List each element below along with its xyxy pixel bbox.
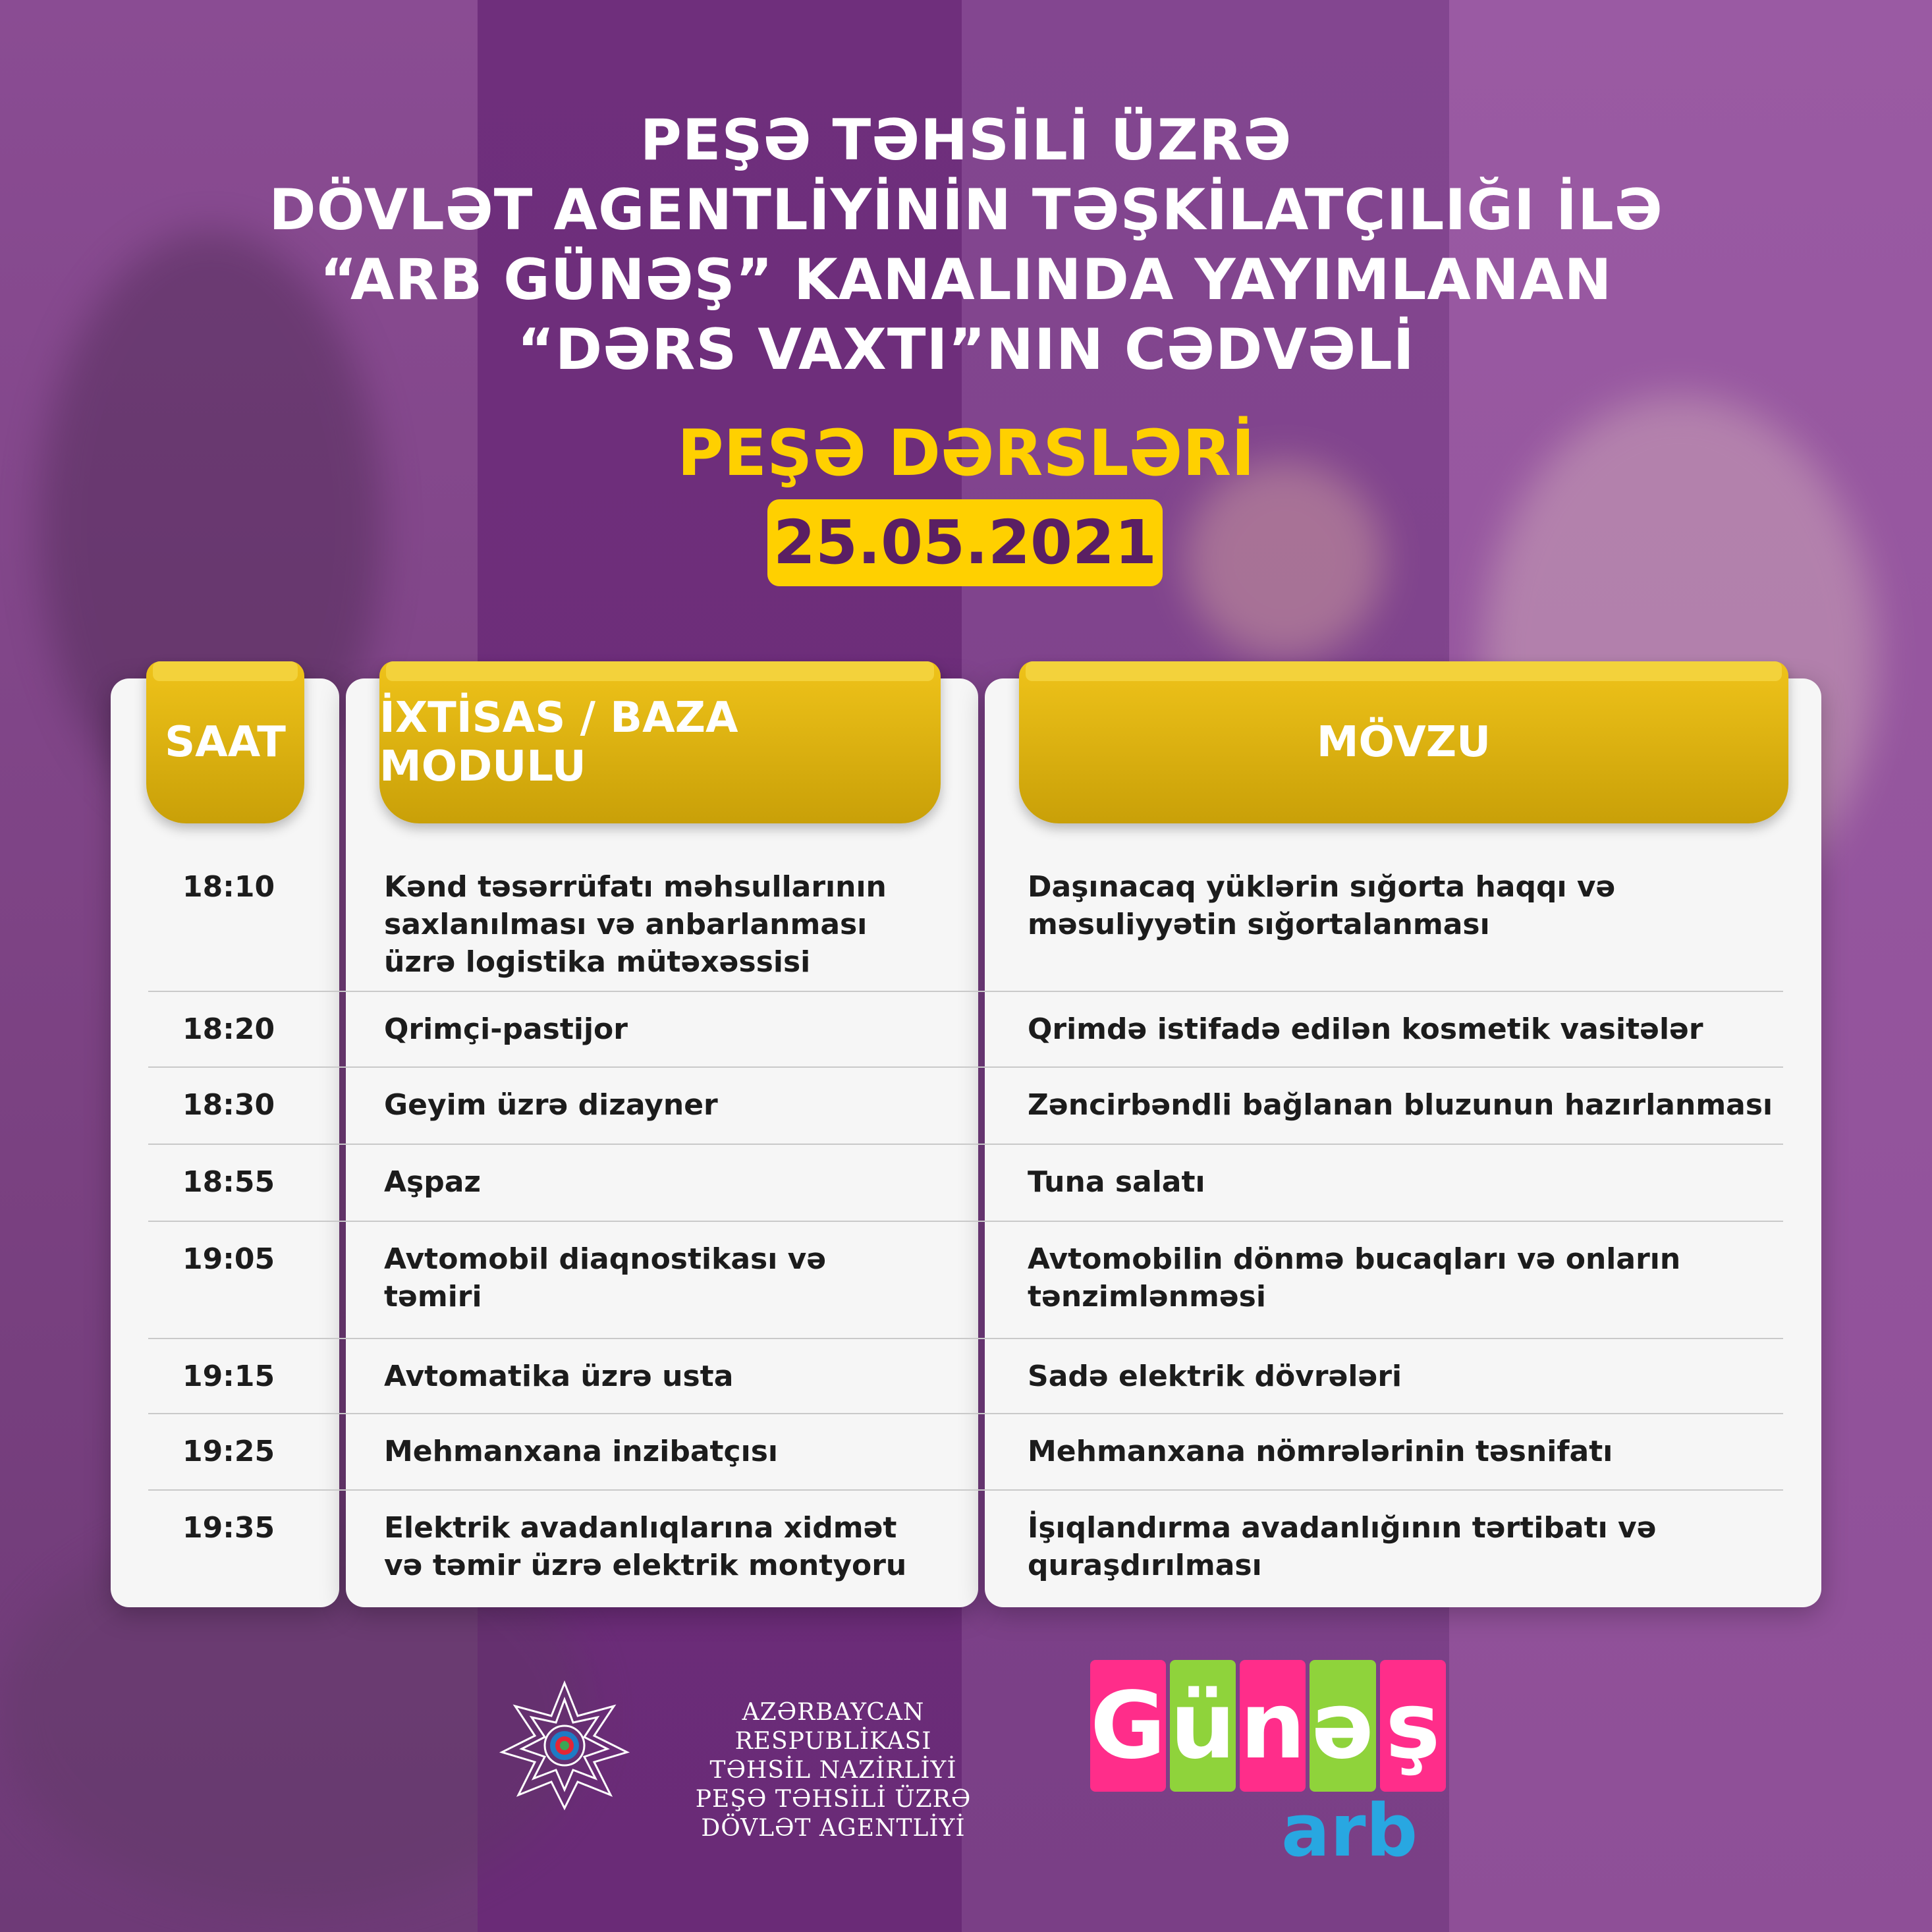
table-row (148, 1339, 1783, 1414)
column-header-label: MÖVZU (1316, 718, 1491, 767)
date-badge: 25.05.2021 (767, 499, 1163, 586)
topic-cell: Tuna salatı (1028, 1165, 1205, 1199)
schedule-table (148, 850, 1783, 1596)
table-row (148, 992, 1783, 1068)
ministry-line: DÖVLƏT AGENTLİYİ (701, 1815, 966, 1842)
brand-letter: ş (1380, 1660, 1446, 1792)
gunes-arb-logo (1090, 1660, 1446, 1873)
topic-cell: Zəncirbəndli bağlanan bluzunun hazırlanması (1028, 1088, 1773, 1122)
specialty-cell: Aşpaz (384, 1165, 482, 1199)
brand-word (1090, 1660, 1446, 1792)
title-line: DÖVLƏT AGENTLİYİNİN TƏŞKİLATÇILIĞI İLƏ (269, 177, 1663, 243)
specialty-cell: Elektrik avadanlıqlarına xidmət və təmir üzrə elektrik montyoru (384, 1511, 907, 1582)
brand-letter: G (1090, 1660, 1166, 1792)
ministry-line: AZƏRBAYCAN RESPUBLİKASI (734, 1699, 932, 1755)
subtitle: PEŞƏ DƏRSLƏRİ (677, 416, 1255, 490)
brand-letter: n (1240, 1660, 1306, 1792)
column-header-time (146, 661, 304, 823)
ministry-line: TƏHSİL NAZİRLİYİ (709, 1757, 957, 1784)
time-cell: 18:55 (182, 1165, 275, 1199)
ministry-emblem-icon (495, 1676, 634, 1815)
page-title (0, 105, 1932, 385)
column-header-label: SAAT (165, 718, 286, 767)
table-row (148, 1222, 1783, 1339)
time-cell: 18:10 (182, 870, 275, 904)
column-header-specialty (379, 661, 941, 823)
specialty-cell: Mehmanxana inzibatçısı (384, 1435, 778, 1468)
time-cell: 18:30 (182, 1088, 275, 1122)
topic-cell: Mehmanxana nömrələrinin təsnifatı (1028, 1435, 1613, 1468)
table-row (148, 850, 1783, 992)
title-line: “ARB GÜNƏŞ” KANALINDA YAYIMLANAN (319, 247, 1613, 313)
brand-letter: ə (1310, 1660, 1375, 1792)
column-header-topic (1019, 661, 1788, 823)
time-cell: 18:20 (182, 1012, 275, 1046)
brand-letter: ü (1170, 1660, 1236, 1792)
time-cell: 19:35 (182, 1511, 275, 1545)
specialty-cell: Avtomatika üzrə usta (384, 1360, 734, 1393)
brand-sub: arb (1281, 1788, 1418, 1873)
title-line: PEŞƏ TƏHSİLİ ÜZRƏ (640, 107, 1292, 173)
topic-cell: Sadə elektrik dövrələri (1028, 1360, 1402, 1393)
specialty-cell: Avtomobil diaqnostikası və təmiri (384, 1242, 827, 1313)
table-row (148, 1414, 1783, 1491)
time-cell: 19:05 (182, 1242, 275, 1276)
table-row (148, 1145, 1783, 1222)
ministry-line: PEŞƏ TƏHSİLİ ÜZRƏ (695, 1786, 972, 1813)
topic-cell: Daşınacaq yüklərin sığorta haqqı və məsuliyyətin sığortalanması (1028, 870, 1616, 941)
specialty-cell: Qrimçi-pastijor (384, 1012, 628, 1046)
background-photo-shape (1186, 461, 1383, 659)
time-cell: 19:25 (182, 1435, 275, 1468)
title-line: “DƏRS VAXTI”NIN CƏDVƏLİ (517, 317, 1415, 383)
column-header-label: İXTİSAS / BAZA MODULU (379, 694, 738, 791)
specialty-cell: Geyim üzrə dizayner (384, 1088, 718, 1122)
table-row (148, 1491, 1783, 1596)
topic-cell: Avtomobilin dönmə bucaqları və onların tənzimlənməsi (1028, 1242, 1681, 1313)
topic-cell: İşıqlandırma avadanlığının tərtibatı və quraşdırılması (1028, 1511, 1657, 1582)
specialty-cell: Kənd təsərrüfatı məhsullarının saxlanılması və anbarlanması üzrə logistika mütəxəssisi (384, 870, 887, 979)
topic-cell: Qrimdə istifadə edilən kosmetik vasitələr (1028, 1012, 1703, 1046)
ministry-name (649, 1698, 1018, 1843)
table-row (148, 1068, 1783, 1145)
time-cell: 19:15 (182, 1360, 275, 1393)
